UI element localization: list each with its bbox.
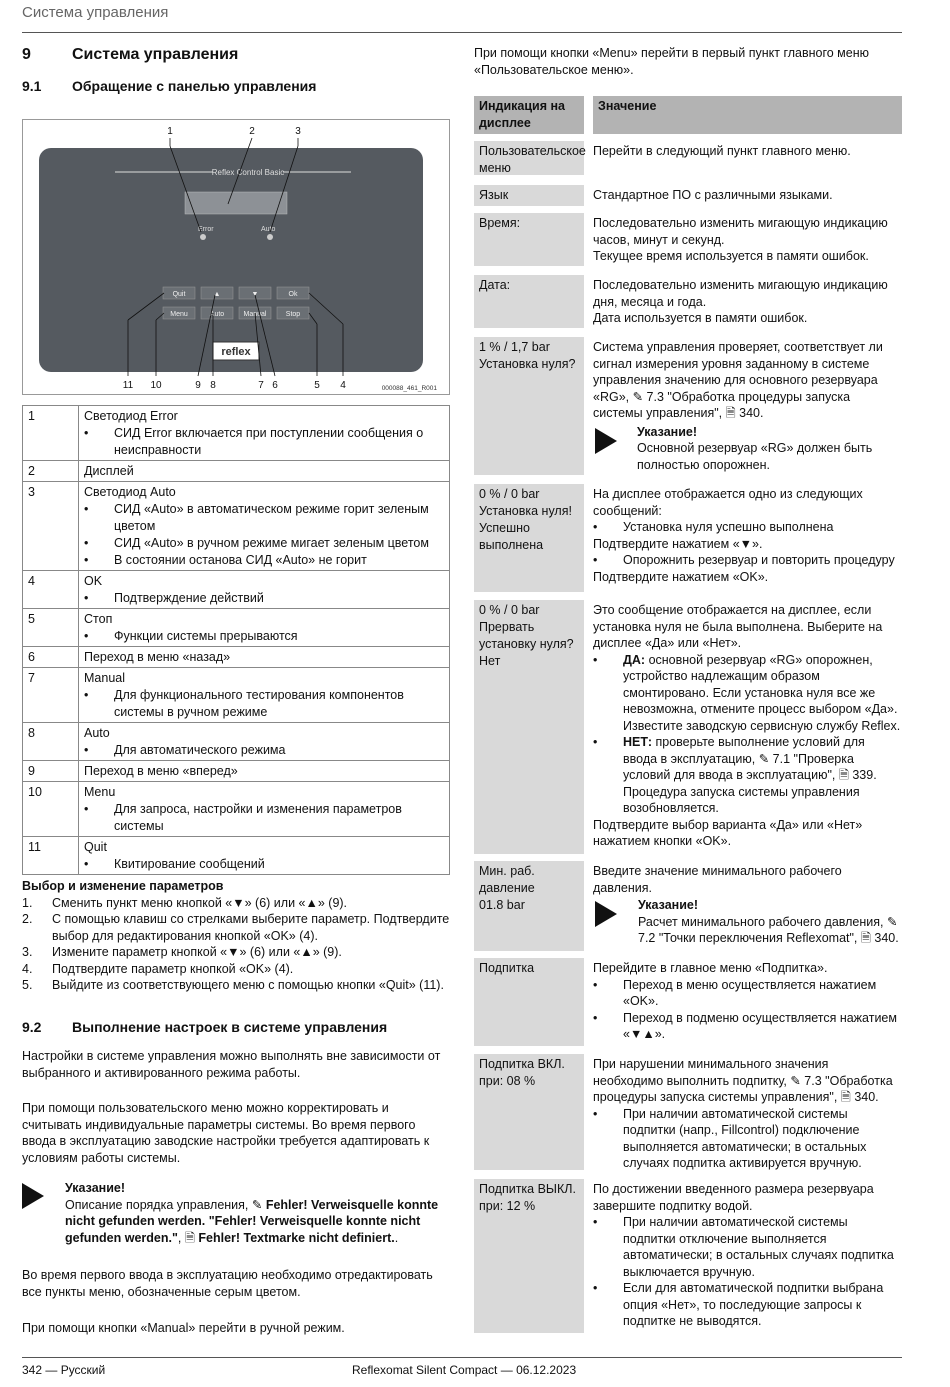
list-item: • СИД «Auto» в автоматическом режиме горит зеленым цветом bbox=[84, 501, 445, 535]
row-value: Перейти в следующий пункт главного меню. bbox=[593, 144, 851, 158]
menu-intro: При помощи кнопки «Menu» перейти в первый пункт главного меню «Пользовательское меню». bbox=[474, 46, 870, 77]
legend-title: Menu bbox=[84, 785, 116, 799]
notice-block: Указание! Основной резервуар «RG» должен быть полностью опорожнен. bbox=[593, 424, 902, 474]
list-item: 1. Сменить пункт меню кнопкой «▼» (6) или «▲» (9). bbox=[22, 895, 348, 910]
legend-title: Светодиод Auto bbox=[84, 485, 176, 499]
list-item: • Для функционального тестирования компонентов системы в ручном режиме bbox=[84, 687, 445, 721]
table-row bbox=[23, 461, 450, 482]
table-row bbox=[474, 185, 902, 206]
table-row bbox=[23, 647, 450, 668]
legend-number: 9 bbox=[23, 761, 79, 782]
panel-body bbox=[39, 148, 423, 372]
table-header bbox=[474, 96, 902, 134]
legend-description bbox=[79, 723, 450, 761]
callout-11: 11 bbox=[122, 380, 134, 391]
callout-3: 3 bbox=[295, 126, 301, 137]
section-9-1-heading bbox=[22, 78, 442, 98]
list-item: 5. Выйдите из соответствующего меню с помощью кнопки «Quit» (11). bbox=[22, 978, 444, 992]
table-row bbox=[474, 861, 902, 951]
legend-description bbox=[79, 609, 450, 647]
section-title: Обращение с панелью управления bbox=[72, 78, 317, 94]
display-window bbox=[185, 192, 287, 214]
row-value: Последовательно изменить мигающую индикацию дня, месяца и года. Дата используется в памяти ошибок. bbox=[593, 278, 888, 325]
paragraph: Во время первого ввода в эксплуатацию необходимо отредактировать все пункты меню, обозначенные серым цветом. bbox=[22, 1268, 433, 1299]
legend-table bbox=[22, 405, 450, 875]
table-row bbox=[23, 406, 450, 461]
callout-7: 7 bbox=[258, 380, 264, 391]
legend-number: 4 bbox=[23, 571, 79, 609]
column-header: Индикация на дисплее bbox=[474, 96, 584, 134]
params-heading: Выбор и изменение параметров bbox=[22, 879, 224, 893]
callout-9: 9 bbox=[195, 380, 201, 391]
paragraph: Настройки в системе управления можно выполнять вне зависимости от выбранного и активированного режима работы. bbox=[22, 1049, 441, 1080]
legend-bullets bbox=[84, 801, 445, 835]
notice-text: Описание порядка управления, ✎ Fehler! Verweisquelle konnte nicht gefunden werden. "Fehler! Verweisquelle konnte nicht gefunden werden.", 🗎 Fehler! Textmarke nicht definiert.. bbox=[65, 1197, 439, 1245]
table-row bbox=[23, 761, 450, 782]
legend-title: Auto bbox=[84, 726, 110, 740]
table-row bbox=[474, 141, 902, 175]
footer-rule bbox=[22, 1357, 902, 1358]
legend-number: 5 bbox=[23, 609, 79, 647]
table-row bbox=[23, 668, 450, 723]
row-value: Введите значение минимального рабочего давления. Указание! Расчет минимального рабочего давления, ✎ 7.2 "Точки переключения Reflexomat", 🗎 340. bbox=[593, 861, 902, 949]
header-rule bbox=[22, 32, 902, 33]
table-row bbox=[474, 600, 902, 854]
table-row bbox=[23, 782, 450, 837]
control-panel-figure bbox=[22, 119, 450, 395]
menu-key-label: Menu bbox=[170, 311, 188, 318]
row-value: При нарушении минимального значения необходимо выполнить подпитку, ✎ 7.3 "Обработка процедуры запуска системы управления", 🗎 340. • При наличии автоматической системы подпитки (напр., Fillcontrol) подключение выполняется автоматически; в остальных случаях подпитка активируется вручную. bbox=[593, 1054, 902, 1174]
section-9-heading bbox=[22, 47, 442, 67]
list-item: 3. Измените параметр кнопкой «▼» (6) или «▲» (9). bbox=[22, 945, 342, 959]
row-label: 0 % / 0 bar Установка нуля! Успешно выполнена bbox=[474, 484, 584, 592]
legend-number: 2 bbox=[23, 461, 79, 482]
manual-key-label: Manual bbox=[243, 311, 267, 318]
legend-description bbox=[79, 837, 450, 875]
section-number: 9.1 bbox=[22, 78, 42, 94]
callout-6: 6 bbox=[272, 380, 278, 391]
legend-bullets bbox=[84, 501, 445, 569]
row-value: На дисплее отображается одно из следующих сообщений: • Установка нуля успешно выполнена Подтвердите нажатием «▼». • Опорожнить резервуар и повторить процедуру Подтвердите нажатием «OK». bbox=[593, 484, 902, 587]
row-value: Это сообщение отображается на дисплее, если установка нуля не была выполнена. Выберите на дисплее «Да» или «Нет». • ДА: основной резервуар «RG» опорожнен, устройство надлежащим образом смонтировано. Если установка нуля все же невозможна, отмените процесс выбором «Да». Известите заводскую сервисную службу Reflex. • НЕТ: проверьте выполнение условий для ввода в эксплуатацию, ✎ 7.1 "Проверка условий для ввода в эксплуатацию", 🗎 339. Процедура запуска системы управления возобновляется. Подтвердите выбор варианта «Да» или «Нет» нажатием кнопки «OK». bbox=[593, 600, 902, 852]
column-header: Значение bbox=[593, 96, 902, 134]
legend-title: Переход в меню «назад» bbox=[84, 650, 231, 664]
legend-title: Светодиод Error bbox=[84, 409, 178, 423]
section-9-2-heading bbox=[22, 1019, 450, 1039]
legend-bullets bbox=[84, 742, 445, 759]
notice-arrow-icon bbox=[595, 901, 617, 927]
notice-arrow-icon bbox=[22, 1183, 44, 1209]
table-row bbox=[474, 484, 902, 592]
reflex-logo-text: reflex bbox=[221, 346, 251, 358]
legend-title: OK bbox=[84, 574, 103, 588]
row-label: Подпитка ВКЛ. при: 08 % bbox=[474, 1054, 584, 1170]
led-error-label: Error bbox=[198, 226, 214, 233]
row-label: Пользовательское меню bbox=[474, 141, 584, 175]
list-item: • Для запроса, настройки и изменения параметров системы bbox=[84, 801, 445, 835]
list-item: • Подтверждение действий bbox=[84, 590, 445, 607]
row-label: Подпитка ВЫКЛ. при: 12 % bbox=[474, 1179, 584, 1333]
list-item: • Для автоматического режима bbox=[84, 742, 445, 759]
row-label: Язык bbox=[474, 185, 584, 206]
table-row bbox=[474, 1179, 902, 1333]
legend-number: 7 bbox=[23, 668, 79, 723]
stop-key-label: Stop bbox=[285, 311, 301, 318]
table-row bbox=[474, 958, 902, 1046]
row-value: Последовательно изменить мигающую индикацию часов, минут и секунд. Текущее время используется в памяти ошибок. bbox=[593, 216, 888, 263]
row-label: 1 % / 1,7 bar Установка нуля? bbox=[474, 337, 584, 475]
row-label: Подпитка bbox=[474, 958, 584, 1046]
table-row bbox=[23, 571, 450, 609]
legend-title: Стоп bbox=[84, 612, 113, 626]
legend-bullets bbox=[84, 856, 445, 873]
row-label: 0 % / 0 bar Прервать установку нуля? Нет bbox=[474, 600, 584, 854]
legend-bullets bbox=[84, 687, 445, 721]
row-label: Время: bbox=[474, 213, 584, 266]
table-row bbox=[23, 837, 450, 875]
legend-number: 3 bbox=[23, 482, 79, 571]
legend-number: 6 bbox=[23, 647, 79, 668]
callout-10: 10 bbox=[150, 380, 162, 391]
paragraph: При помощи кнопки «Manual» перейти в ручной режим. bbox=[22, 1321, 345, 1335]
table-row bbox=[474, 337, 902, 475]
legend-number: 11 bbox=[23, 837, 79, 875]
table-row bbox=[23, 482, 450, 571]
list-item: 2. С помощью клавиш со стрелками выберите параметр. Подтвердите выбор для редактирования кнопкой «OK» (4). bbox=[22, 912, 450, 943]
list-item: • В состоянии останова СИД «Auto» не горит bbox=[84, 552, 445, 569]
legend-description bbox=[79, 647, 450, 668]
running-header: Система управления bbox=[22, 4, 169, 21]
figure-code: 000088_461_R001 bbox=[381, 385, 437, 392]
params-steps bbox=[22, 895, 450, 994]
legend-description bbox=[79, 461, 450, 482]
list-item: 4. Подтвердите параметр кнопкой «OK» (4). bbox=[22, 961, 294, 976]
auto-key-label: Auto bbox=[209, 311, 225, 318]
quit-key-label: Quit bbox=[172, 291, 186, 298]
legend-bullets bbox=[84, 628, 445, 645]
row-value: Перейдите в главное меню «Подпитка». • Переход в меню осуществляется нажатием «OK». • Переход в подменю осуществляется нажатием «▼▲». bbox=[593, 958, 902, 1045]
legend-description bbox=[79, 668, 450, 723]
ok-key-label: Ok bbox=[288, 291, 298, 298]
list-item: • Квитирование сообщений bbox=[84, 856, 445, 873]
section-title: Система управления bbox=[72, 46, 239, 63]
legend-number: 10 bbox=[23, 782, 79, 837]
notice-title: Указание! bbox=[65, 1181, 126, 1195]
legend-bullets bbox=[84, 425, 445, 459]
callout-5: 5 bbox=[314, 380, 320, 391]
legend-number: 8 bbox=[23, 723, 79, 761]
callout-1: 1 bbox=[167, 126, 173, 137]
notice-block bbox=[65, 1180, 450, 1246]
legend-description bbox=[79, 482, 450, 571]
legend-title: Manual bbox=[84, 671, 125, 685]
led-auto-label: Auto bbox=[261, 226, 276, 233]
row-label: Дата: bbox=[474, 275, 584, 328]
row-label: Мин. раб. давление 01.8 bar bbox=[474, 861, 584, 951]
section-number: 9 bbox=[22, 46, 31, 63]
callout-2: 2 bbox=[249, 126, 255, 137]
control-panel-drawing bbox=[23, 120, 449, 394]
list-item: • СИД «Auto» в ручном режиме мигает зеленым цветом bbox=[84, 535, 445, 552]
legend-description bbox=[79, 761, 450, 782]
legend-description bbox=[79, 571, 450, 609]
legend-description bbox=[79, 782, 450, 837]
legend-description bbox=[79, 406, 450, 461]
legend-title: Дисплей bbox=[84, 464, 134, 478]
section-number: 9.2 bbox=[22, 1019, 42, 1035]
led-auto-indicator bbox=[267, 234, 273, 240]
row-value: По достижении введенного размера резервуара завершите подпитку водой. • При наличии автоматической системы подпитки отключение выполняется автоматически; в остальных случаях подпитка выключается вручную. • Если для автоматической подпитки выбрана опция «Нет», то последующие запросы к подпитке не выводятся. bbox=[593, 1179, 902, 1332]
paragraph: При помощи пользовательского меню можно корректировать и считывать индивидуальные параметры системы. Во время первого ввода в эксплуатацию заводские настройки требуется адаптировать к условиям работы системы. bbox=[22, 1101, 430, 1165]
footer-page: 342 — Русский bbox=[22, 1363, 106, 1377]
table-row bbox=[23, 609, 450, 647]
table-row bbox=[23, 723, 450, 761]
legend-bullets bbox=[84, 590, 445, 607]
callout-8: 8 bbox=[210, 380, 216, 391]
legend-number: 1 bbox=[23, 406, 79, 461]
down-key-label: ▼ bbox=[251, 291, 259, 298]
led-error-indicator bbox=[200, 234, 206, 240]
notice-block: Указание! Расчет минимального рабочего давления, ✎ 7.2 "Точки переключения Reflexomat", 🗎 340. bbox=[593, 897, 902, 947]
table-row bbox=[474, 275, 902, 328]
legend-title: Quit bbox=[84, 840, 107, 854]
row-value: Стандартное ПО с различными языками. bbox=[593, 188, 833, 202]
section-title: Выполнение настроек в системе управления bbox=[72, 1019, 388, 1035]
panel-brand-label: Reflex Control Basic bbox=[211, 168, 285, 177]
params-block bbox=[22, 878, 450, 994]
legend-title: Переход в меню «вперед» bbox=[84, 764, 238, 778]
footer-doc: Reflexomat Silent Compact — 06.12.2023 bbox=[352, 1363, 577, 1377]
callout-4: 4 bbox=[340, 380, 346, 391]
up-key-label: ▲ bbox=[213, 291, 221, 298]
table-row bbox=[474, 1054, 902, 1170]
list-item: • Функции системы прерываются bbox=[84, 628, 445, 645]
notice-arrow-icon bbox=[595, 428, 617, 454]
table-row bbox=[474, 213, 902, 266]
row-value: Система управления проверяет, соответствует ли сигнал измерения уровня заданному в системе управления значению для основного резервуара «RG», ✎ 7.3 "Обработка процедуры запуска системы управления", 🗎 340. Указание! Основной резервуар «RG» должен быть полностью опорожнен. bbox=[593, 337, 902, 475]
list-item: • СИД Error включается при поступлении сообщения о неисправности bbox=[84, 425, 445, 459]
